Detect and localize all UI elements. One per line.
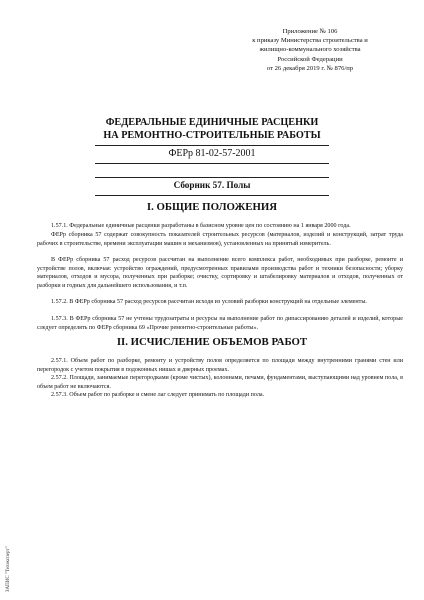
watermark-sidebar: ЗАПИС "Техэксперт" xyxy=(6,546,11,592)
appendix-line: Приложение № 106 xyxy=(282,28,338,35)
appendix-line: от 26 декабря 2019 г. № 876/пр xyxy=(266,64,354,72)
document-title xyxy=(0,117,424,142)
document-code: ФЕРр 81-02-57-2001 xyxy=(168,148,256,159)
section-heading: II. ИСЧИСЛЕНИЕ ОБЪЕМОВ РАБОТ xyxy=(116,336,308,348)
collection-title: Сборник 57. Полы xyxy=(173,180,251,190)
section-heading: I. ОБЩИЕ ПОЛОЖЕНИЯ xyxy=(146,201,278,213)
paragraph: 2.57.3. Объем работ по разборке и смене лаг следует принимать по площади пола. xyxy=(51,392,265,398)
paragraph: ФЕРр сборника 57 содержат совокупность показателей строительных ресурсов (материалов, изделий и конструкций, затрат труда рабочих в строительстве, времени эксплуатации машин и механизмов), установленных на принятый измеритель. xyxy=(37,232,403,247)
appendix-line: Российской Федерации xyxy=(277,55,343,63)
appendix-line: к приказу Министерства строительства и xyxy=(252,37,368,45)
paragraph: 2.57.2. Площади, занимаемые перегородками (кроме чистых), колоннами, печами, фундаментами, выступающими над уровнем пола, в объем работ не включаются. xyxy=(37,375,403,390)
divider xyxy=(95,195,329,196)
divider xyxy=(95,163,329,164)
title-line: НА РЕМОНТНО-СТРОИТЕЛЬНЫЕ РАБОТЫ xyxy=(103,129,321,141)
divider xyxy=(95,145,329,146)
appendix-reference xyxy=(212,27,408,73)
appendix-line: жилищно-коммунального хозяйства xyxy=(259,46,361,54)
paragraph: В ФЕРр сборника 57 расход ресурсов рассчитан на выполнение всего комплекса работ, необходимых при разборке, ремонте и устройстве полов, включая: устройство ограждений, предусмотренных правилами производства работ и техники безопасности; уборку материалов, отходов и мусора, полученных при разборке; очистку, сортировку и штабелировку материалов и отходов, полученных от разборки и годных для дальнейшего использования, и т.п. xyxy=(37,257,403,289)
paragraph: 1.57.3. В ФЕРр сборника 57 не учтены трудозатраты и ресурсы на выполнение работ по дипассированию деталей и изделий, которые следует определять по ФЕРр сборника 69 «Прочие ремонтно-строительные работы». xyxy=(37,316,403,331)
paragraph: 2.57.1. Объем работ по разборке, ремонту и устройству полов определяется по площади между внутренними гранями стен или перегородок с учетом покрытия в подоконных нишах и дверных проемах. xyxy=(37,358,403,373)
paragraph: 1.57.2. В ФЕРр сборника 57 расход ресурсов рассчитан исходя из условий разборки конструкций на отдельные элементы. xyxy=(51,299,367,305)
title-line: ФЕДЕРАЛЬНЫЕ ЕДИНИЧНЫЕ РАСЦЕНКИ xyxy=(105,117,319,128)
paragraph: 1.57.1. Федеральные единичные расценки разработаны в базисном уровне цен по состоянию на 1 января 2000 года. xyxy=(51,223,351,229)
divider xyxy=(95,177,329,178)
